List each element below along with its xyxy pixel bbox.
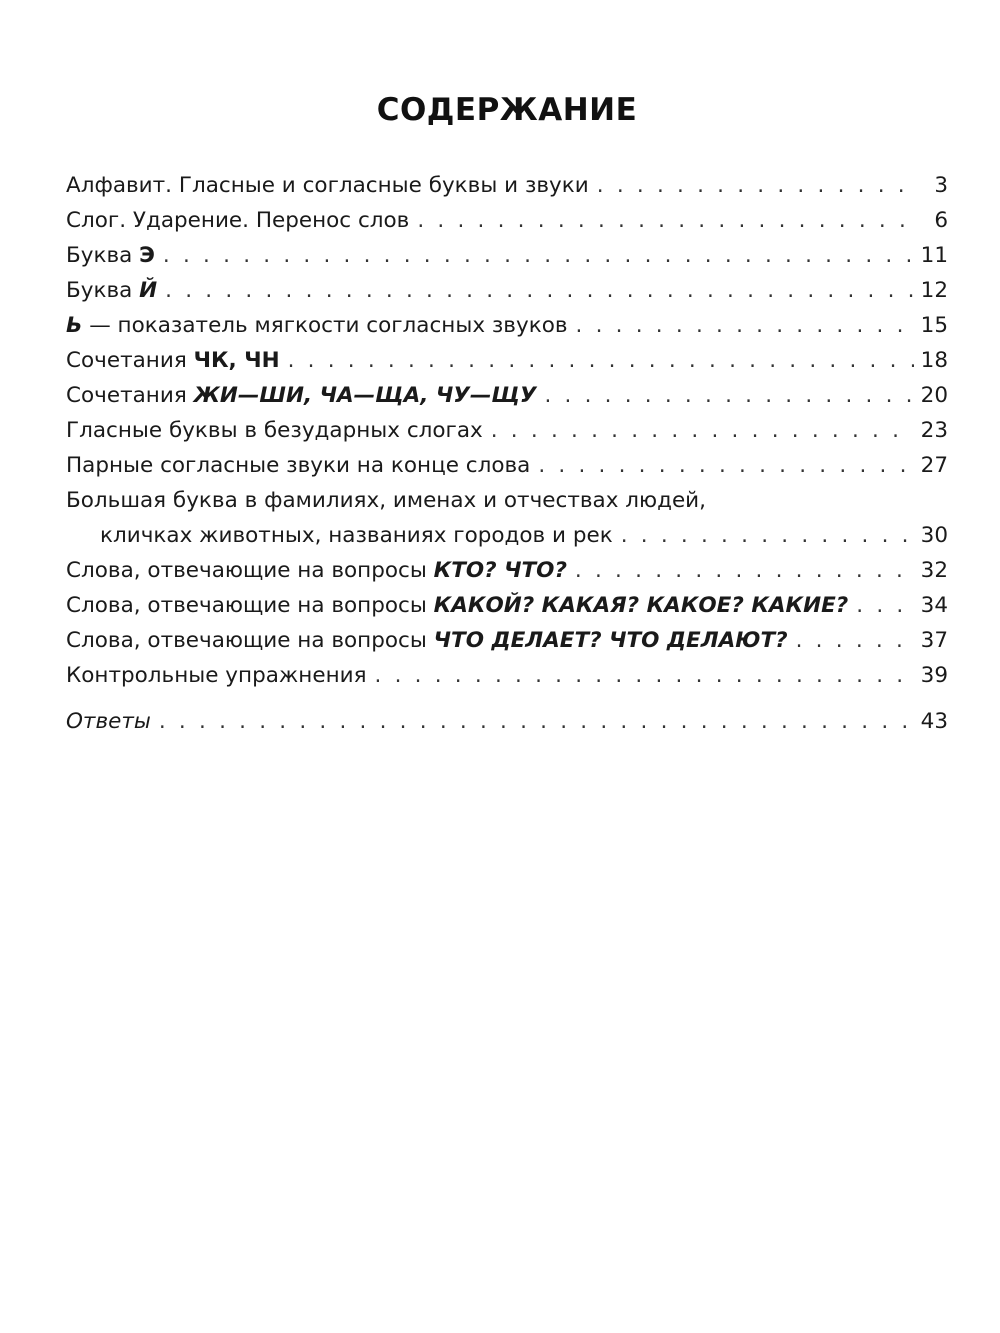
toc-entry-text: Буква <box>66 278 140 303</box>
toc-page-number: 43 <box>920 709 948 734</box>
dot-leader <box>796 623 914 658</box>
toc-page-number: 34 <box>920 593 948 618</box>
dot-leader <box>288 343 914 378</box>
toc-page-number: 15 <box>920 313 948 338</box>
dot-leader <box>544 378 914 413</box>
toc-entry[interactable] <box>66 378 948 413</box>
toc-entry-text: Слог. Ударение. Перенос слов <box>66 208 410 233</box>
toc-entry-text: Слова, отвечающие на вопросы <box>66 628 434 653</box>
table-of-contents <box>66 168 948 739</box>
toc-entry-emphasis: Ь <box>66 313 83 338</box>
toc-entry-label <box>66 518 613 553</box>
toc-entry-text: Парные согласные звуки на конце слова <box>66 453 531 478</box>
toc-entry-label: Ответы <box>66 709 151 734</box>
toc-entry[interactable] <box>66 553 948 588</box>
toc-page-number: 6 <box>934 208 948 233</box>
toc-entry-text: Алфавит. Гласные и согласные буквы и звуки <box>66 173 589 198</box>
toc-entry-text: Сочетания <box>66 348 194 373</box>
toc-entry[interactable] <box>66 273 948 308</box>
toc-entry[interactable] <box>66 238 948 273</box>
dot-leader <box>491 413 914 448</box>
toc-page-number: 39 <box>920 663 948 688</box>
toc-entry-label <box>66 658 367 693</box>
toc-entry-emphasis: Э <box>139 243 155 268</box>
toc-entry[interactable] <box>66 588 948 623</box>
toc-entry[interactable] <box>66 448 948 483</box>
toc-page-number: 27 <box>920 453 948 478</box>
toc-entry-label <box>66 308 568 343</box>
toc-entry[interactable] <box>66 518 948 553</box>
toc-entry-text: Буква <box>66 243 140 268</box>
toc-entry[interactable] <box>66 483 948 518</box>
toc-entry-label <box>66 553 567 588</box>
toc-entry-label <box>66 273 157 308</box>
toc-page-number: 11 <box>920 243 948 268</box>
toc-entry-text: Гласные буквы в безударных слогах <box>66 418 483 443</box>
toc-entry[interactable] <box>66 308 948 343</box>
dot-leader <box>597 168 914 203</box>
toc-entry-emphasis: ЧТО ДЕЛАЕТ? ЧТО ДЕЛАЮТ? <box>433 628 788 653</box>
toc-entry-emphasis: ЧК, ЧН <box>193 348 280 373</box>
toc-entry-text: Контрольные упражнения <box>66 663 367 688</box>
toc-entry[interactable] <box>66 413 948 448</box>
toc-entry-label <box>66 168 589 203</box>
toc-entry-emphasis: КАКОЙ? КАКАЯ? КАКОЕ? КАКИЕ? <box>433 593 849 618</box>
dot-leader <box>159 704 914 739</box>
toc-page-number: 18 <box>920 348 948 373</box>
toc-entry-answers[interactable] <box>66 704 948 739</box>
toc-page-number: 37 <box>920 628 948 653</box>
toc-entry-text: Слова, отвечающие на вопросы <box>66 558 434 583</box>
toc-page-number: 30 <box>920 523 948 548</box>
toc-entry-text: Сочетания <box>66 383 194 408</box>
toc-page-number: 32 <box>920 558 948 583</box>
toc-entry-emphasis: Й <box>139 278 158 303</box>
toc-entry[interactable] <box>66 658 948 693</box>
dot-leader <box>165 273 914 308</box>
toc-entry[interactable] <box>66 168 948 203</box>
toc-page-number: 12 <box>920 278 948 303</box>
toc-entry-label <box>66 483 706 518</box>
dot-leader <box>375 658 914 693</box>
toc-entry-label <box>66 378 536 413</box>
toc-entry[interactable] <box>66 623 948 658</box>
toc-entry-emphasis: ЖИ—ШИ, ЧА—ЩА, ЧУ—ЩУ <box>193 383 537 408</box>
toc-entry-label <box>66 203 409 238</box>
toc-page-number: 3 <box>934 173 948 198</box>
page-title: СОДЕРЖАНИЕ <box>376 92 638 128</box>
toc-entry-label <box>66 343 280 378</box>
dot-leader <box>417 203 914 238</box>
toc-entry-emphasis: КТО? ЧТО? <box>433 558 567 583</box>
toc-entry-label <box>66 588 848 623</box>
toc-entry-text: Большая буква в фамилиях, именах и отчествах людей, <box>66 488 706 513</box>
toc-page-number: 23 <box>920 418 948 443</box>
toc-entry-label <box>66 623 788 658</box>
dot-leader <box>163 238 914 273</box>
toc-entry-label <box>66 238 155 273</box>
toc-entry-label <box>66 413 483 448</box>
toc-entry-text: — показатель мягкости согласных звуков <box>82 313 568 338</box>
dot-leader <box>621 518 914 553</box>
toc-page-number: 20 <box>920 383 948 408</box>
toc-entry-label <box>66 448 530 483</box>
dot-leader <box>538 448 914 483</box>
toc-entry[interactable] <box>66 203 948 238</box>
toc-entry-text: кличках животных, названиях городов и рек <box>100 523 613 548</box>
dot-leader <box>856 588 914 623</box>
toc-entry[interactable] <box>66 343 948 378</box>
dot-leader <box>576 308 914 343</box>
toc-entry-text: Слова, отвечающие на вопросы <box>66 593 434 618</box>
dot-leader <box>575 553 914 588</box>
